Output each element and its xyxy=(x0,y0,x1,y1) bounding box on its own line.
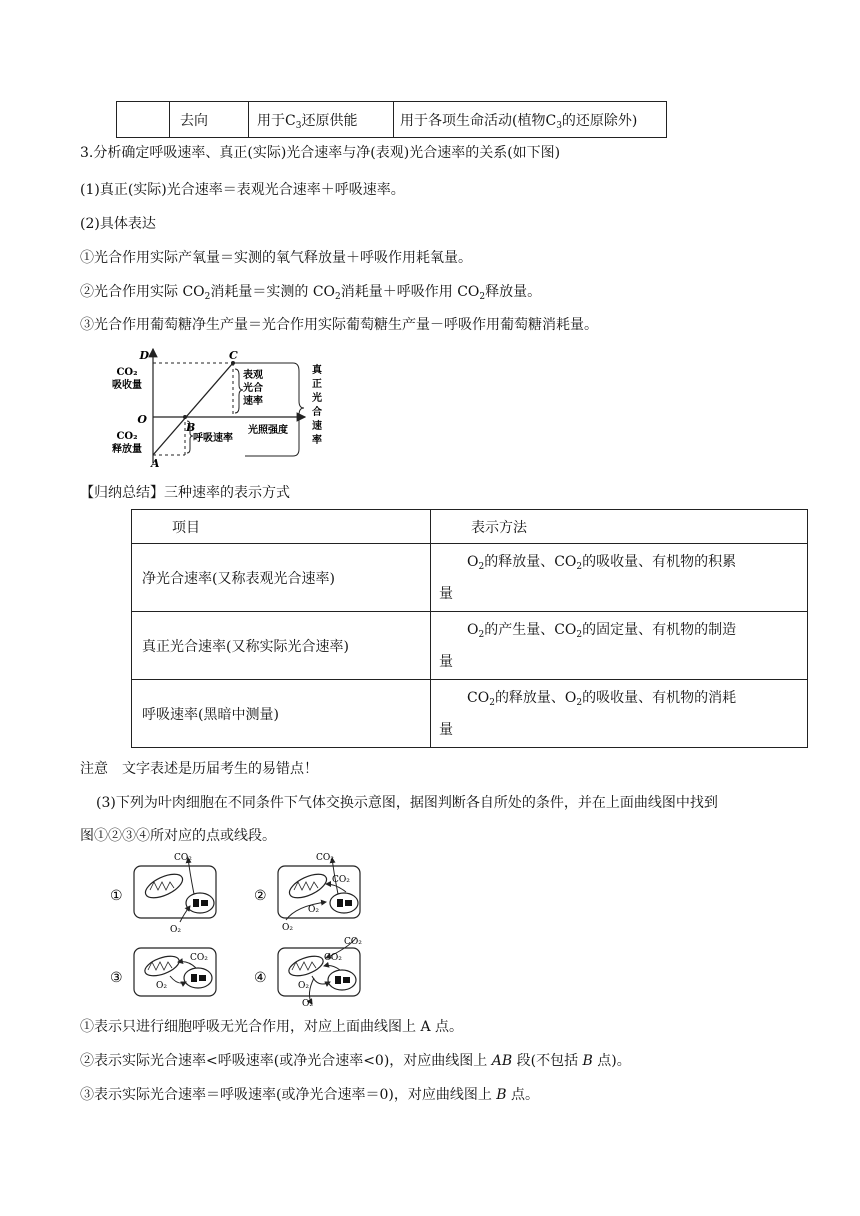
label-resp: 呼吸速率 xyxy=(193,433,233,444)
label-true-1: 真 xyxy=(312,365,322,376)
cell-4-o2-inside-label: O₂ xyxy=(298,981,309,991)
label-true-5: 速 xyxy=(312,421,322,432)
note: 注意 文字表述是历届考生的易错点！ xyxy=(80,761,318,777)
item-3-line-1: (3)下列为叶肉细胞在不同条件下气体交换示意图，据图判断各自所处的条件，并在上面曲线图中找到 xyxy=(96,795,718,811)
cell-1-o2-label: O₂ xyxy=(170,925,181,935)
cell-3-cristae-icon xyxy=(191,974,197,982)
text: B xyxy=(582,1053,593,1069)
cell-2-cristae-icon xyxy=(345,900,352,906)
subscript: 2 xyxy=(576,629,583,640)
label-b: B xyxy=(186,421,196,434)
cell-2-o2-inside-label: O₂ xyxy=(308,905,319,915)
cell-4-co2-arrow xyxy=(324,966,340,971)
label-x-axis: 光照强度 xyxy=(248,425,288,436)
label-true-3: 光 xyxy=(312,393,322,404)
label-true-6: 率 xyxy=(312,435,322,446)
top-table-direction-cell: 去向 xyxy=(170,102,249,138)
text: O xyxy=(467,553,479,570)
text: 的释放量、CO xyxy=(484,553,577,570)
cell-1-o2-arrow xyxy=(180,906,190,922)
label-d: D xyxy=(139,349,149,362)
subscript: 2 xyxy=(478,629,485,640)
subscript: 3 xyxy=(556,120,562,131)
text: 释放量。 xyxy=(485,284,542,300)
cell-4-mitochondrion xyxy=(328,970,356,990)
cell-4-co2-outside-label: CO₂ xyxy=(344,937,362,947)
net-brace xyxy=(235,369,243,413)
subscript: 2 xyxy=(576,561,583,572)
cell-2-mitochondrion xyxy=(330,893,358,913)
cell-4-cristae-icon xyxy=(343,977,350,983)
label-net-2: 光合 xyxy=(243,383,263,394)
subscript: 2 xyxy=(489,697,495,708)
section3-title: 3.分析确定呼吸速率、真正(实际)光合速率与净(表观)光合速率的关系(如下图) xyxy=(80,145,561,161)
header-method-cell: 表示方法 xyxy=(431,510,808,544)
expression-1: ①光合作用实际产氧量＝实测的氧气释放量＋呼吸作用耗氧量。 xyxy=(80,250,472,266)
cell-2-o2-outside-label: O₂ xyxy=(282,923,293,933)
subscript: 2 xyxy=(576,697,583,708)
label-absorb: 吸收量 xyxy=(112,380,142,391)
text: 消耗量＋呼吸作用 CO xyxy=(340,284,480,300)
expression-3: ③光合作用葡萄糖净生产量＝光合作用实际葡萄糖生产量－呼吸作用葡萄糖消耗量。 xyxy=(80,317,598,333)
label-a: A xyxy=(151,457,160,470)
text: CO xyxy=(467,689,490,706)
cell-1-cristae-icon xyxy=(193,899,199,907)
text: 的释放量、O xyxy=(494,689,577,706)
cell-4-o2-arrow xyxy=(312,976,330,984)
text: ②表示实际光合速率<呼吸速率(或净光合速率<0)，对应曲线图上 xyxy=(80,1053,492,1069)
cell-3-mitochondrion xyxy=(184,968,212,988)
rate-diagram xyxy=(105,345,340,470)
label-o: O xyxy=(137,413,147,426)
item-1: (1)真正(实际)光合速率＝表观光合速率＋呼吸速率。 xyxy=(80,182,405,198)
text: 量 xyxy=(439,653,453,670)
row-method-cell xyxy=(431,612,808,680)
label-net-1: 表观 xyxy=(243,370,263,381)
summary-title: 【归纳总结】三种速率的表示方式 xyxy=(80,485,290,501)
table-header-row xyxy=(132,510,808,544)
table-row xyxy=(132,544,808,612)
cell-4-number: ④ xyxy=(254,970,267,986)
text: 还原供能 xyxy=(301,112,358,129)
cell-2-co2-out-label: CO₂ xyxy=(316,853,334,863)
cell-3-co2-label: CO₂ xyxy=(190,953,208,963)
label-c: C xyxy=(229,349,238,362)
subscript: 2 xyxy=(335,292,341,302)
label-co2-bottom: CO₂ xyxy=(116,431,138,442)
top-table-blank-cell xyxy=(117,102,170,138)
expression-2 xyxy=(80,282,541,302)
subscript: 2 xyxy=(479,292,486,302)
header-item-cell: 项目 xyxy=(132,510,431,544)
text: B xyxy=(496,1087,507,1103)
cell-1-co2-label: CO₂ xyxy=(174,853,192,863)
label-true-2: 正 xyxy=(312,379,322,390)
cell-2-co2-in-label: CO₂ xyxy=(332,875,350,885)
text: ③表示实际光合速率＝呼吸速率(或净光合速率＝0)，对应曲线图上 xyxy=(80,1087,497,1103)
cell-3-number: ③ xyxy=(110,970,123,986)
text: O xyxy=(467,621,479,638)
cell-2-cristae-icon xyxy=(337,899,343,907)
text: 的吸收量、有机物的消耗 xyxy=(582,689,737,706)
row-method-cell xyxy=(431,544,808,612)
answer-3 xyxy=(80,1085,539,1105)
text: 用于C xyxy=(257,112,296,129)
label-true-4: 合 xyxy=(312,407,322,418)
answer-2 xyxy=(80,1051,631,1071)
cell-4-o2-outside-label: O₂ xyxy=(302,999,313,1008)
text: 量 xyxy=(439,721,453,738)
cell-2-number: ② xyxy=(254,888,267,904)
text: AB xyxy=(491,1053,513,1069)
cell-1-co2-arrow xyxy=(188,858,194,894)
text: 用于各项生命活动(植物C xyxy=(400,112,557,129)
label-co2-top: CO₂ xyxy=(116,367,138,378)
text: 消耗量＝实测的 CO xyxy=(210,284,336,300)
text: 段(不包括 xyxy=(512,1053,583,1069)
subscript: 3 xyxy=(295,120,302,131)
table-row xyxy=(132,680,808,748)
subscript: 2 xyxy=(478,561,485,572)
label-release: 释放量 xyxy=(112,444,142,455)
text: ②光合作用实际 CO xyxy=(80,284,205,300)
point-b xyxy=(183,415,187,419)
cell-3-cristae-icon xyxy=(199,975,206,981)
text: 点)。 xyxy=(592,1053,631,1069)
table-row xyxy=(132,612,808,680)
row-item-cell: 真正光合速率(又称实际光合速率) xyxy=(132,612,431,680)
text: 点。 xyxy=(506,1087,540,1103)
answer-1: ①表示只进行细胞呼吸无光合作用，对应上面曲线图上 A 点。 xyxy=(80,1019,464,1035)
cell-4-co2-inside-label: CO₂ xyxy=(324,953,342,963)
text: 的固定量、有机物的制造 xyxy=(582,621,737,638)
summary-table xyxy=(131,509,808,748)
text: 的还原除外) xyxy=(561,112,638,129)
text: 的吸收量、有机物的积累 xyxy=(582,553,737,570)
label-net-3: 速率 xyxy=(243,396,263,407)
cell-2-o2-arrow xyxy=(286,902,326,920)
cell-4-cristae-icon xyxy=(335,976,341,984)
item-2: (2)具体表达 xyxy=(80,216,156,232)
text: 的产生量、CO xyxy=(484,621,577,638)
text: 量 xyxy=(439,585,453,602)
cell-1-mitochondrion xyxy=(186,893,214,913)
top-table-c3-cell xyxy=(249,102,394,138)
cell-1-cristae-icon xyxy=(201,900,208,906)
cell-1-number: ① xyxy=(110,888,123,904)
subscript: 2 xyxy=(204,292,211,302)
cell-diagrams xyxy=(100,848,380,1008)
item-3-line-2: 图①②③④所对应的点或线段。 xyxy=(80,828,276,844)
row-method-cell xyxy=(431,680,808,748)
cell-3-o2-label: O₂ xyxy=(156,981,167,991)
row-item-cell: 呼吸速率(黑暗中测量) xyxy=(132,680,431,748)
top-table-life-cell xyxy=(394,102,667,138)
row-item-cell: 净光合速率(又称表观光合速率) xyxy=(132,544,431,612)
top-table xyxy=(116,101,667,138)
